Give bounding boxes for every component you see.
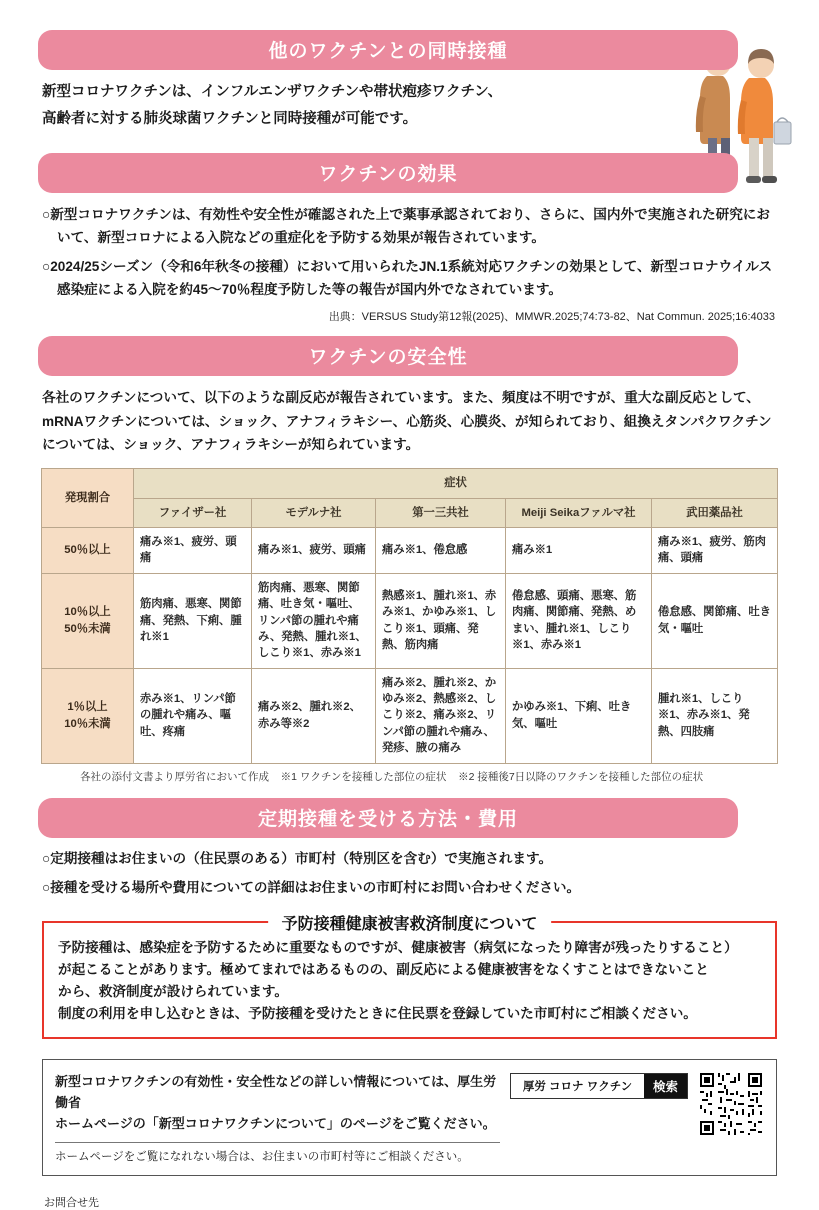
table-header-row-1 <box>41 469 777 498</box>
safety-paragraph: 各社のワクチンについて、以下のような副反応が報告されています。また、頻度は不明ですが、重大な副反応として、mRNAワクチンについては、ショック、アナフィラキシー、心筋炎、心膜炎、が知られており、組換えタンパクワクチンについては、ショック、アナフィラキシーが知られています。 <box>42 390 772 452</box>
row-0-cell-3: 痛み※1 <box>505 528 651 574</box>
row-0-cell-0: 痛み※1、疲労、頭痛 <box>133 528 251 574</box>
table-row <box>41 668 777 763</box>
row-0-cell-1: 痛み※1、疲労、頭痛 <box>251 528 375 574</box>
row-2-cell-4: 腫れ※1、しこり※1、赤み※1、発熱、四肢痛 <box>651 668 777 763</box>
banner-routine-vaccination: 定期接種を受ける方法・費用 <box>38 798 738 838</box>
table-note-1: ※1 ワクチンを接種した部位の症状 <box>280 770 447 783</box>
banner-vaccine-safety: ワクチンの安全性 <box>38 336 738 376</box>
row-1-cell-3: 倦怠感、頭痛、悪寒、筋肉痛、関節痛、発熱、めまい、腫れ※1、しこり※1、赤み※1 <box>505 573 651 668</box>
row-1-cell-2: 熱感※1、腫れ※1、赤み※1、かゆみ※1、しこり※1、頭痛、発熱、筋肉痛 <box>375 573 505 668</box>
search-button[interactable]: 検索 <box>644 1074 687 1098</box>
table-notes <box>80 769 781 784</box>
table-maker-3: Meiji Seikaファルマ社 <box>505 498 651 527</box>
table-note-left: 各社の添付文書より厚労省において作成 <box>80 770 269 783</box>
website-info-text <box>55 1071 500 1166</box>
row-2-cell-2: 痛み※2、腫れ※2、かゆみ※2、熱感※2、しこり※2、痛み※2、リンパ節の腫れや痛み、発疹、腋の痛み <box>375 668 505 763</box>
row-rate-2 <box>41 668 133 763</box>
relief-line-4: 制度の利用を申し込むときは、予防接種を受けたときに住民票を登録していた市町村にご相談ください。 <box>58 1005 697 1021</box>
table-row <box>41 528 777 574</box>
relief-line-1: 予防接種は、感染症を予防するために重要なものですが、健康被害（病気になったり障害が残ったりすること） <box>58 939 738 955</box>
relief-line-2: が起こることがあります。極めてまれではあるものの、副反応による健康被害をなくすことはできないこと <box>58 961 709 977</box>
relief-system-box <box>42 915 777 1039</box>
row-rate-1 <box>41 573 133 668</box>
row-rate-2-line1: 1％以上 <box>67 701 108 714</box>
website-info-line2: ホームページの「新型コロナワクチンについて」のページをご覧ください。 <box>55 1115 496 1131</box>
effect-bullet-1: ○新型コロナワクチンは、有効性や安全性が確認された上で薬事承認されており、さらに、国内外で実施された研究において、新型コロナによる入院などの重症化を予防する効果が報告されています。 <box>42 206 770 245</box>
row-2-cell-0: 赤み※1、リンパ節の腫れや痛み、嘔吐、疼痛 <box>133 668 251 763</box>
website-info-box <box>42 1059 777 1176</box>
routine-bullet-2: ○接種を受ける場所や費用についての詳細はお住まいの市町村にお問い合わせください。 <box>42 879 581 895</box>
row-1-cell-4: 倦怠感、関節痛、吐き気・嘔吐 <box>651 573 777 668</box>
banner-coadministration: 他のワクチンとの同時接種 <box>38 30 738 70</box>
divider <box>55 1142 500 1143</box>
routine-bullet-1: ○定期接種はお住まいの（住民票のある）市町村（特別区を含む）で実施されます。 <box>42 850 553 866</box>
table-row <box>41 573 777 668</box>
row-rate-1-line1: 10％以上 <box>64 606 111 619</box>
row-1-cell-1: 筋肉痛、悪寒、関節痛、吐き気・嘔吐、リンパ節の腫れや痛み、発熱、腫れ※1、しこり※1、赤み※1 <box>251 573 375 668</box>
relief-line-3: から、救済制度が設けられています。 <box>58 983 289 999</box>
banner-vaccine-effect: ワクチンの効果 <box>38 153 738 193</box>
relief-system-title: 予防接種健康被害救済制度について <box>268 911 552 934</box>
effect-source: 出典：VERSUS Study第12報(2025)、MMWR.2025;74:73-82、Nat Commun. 2025;16:4033 <box>328 311 775 324</box>
search-box[interactable] <box>510 1073 688 1099</box>
row-rate-1-line2: 50％未満 <box>64 622 111 635</box>
qr-code <box>698 1071 764 1137</box>
flyer-page <box>0 30 819 1210</box>
contact-label: お問合せ先 <box>44 1197 99 1210</box>
table-note-2: ※2 接種後7日以降のワクチンを接種した部位の症状 <box>458 770 704 783</box>
row-0-cell-4: 痛み※1、疲労、筋肉痛、頭痛 <box>651 528 777 574</box>
coadmin-line1: 新型コロナワクチンは、インフルエンザワクチンや帯状疱疹ワクチン、 <box>42 84 503 100</box>
row-rate-2-line2: 10％未満 <box>64 717 111 730</box>
table-maker-2: 第一三共社 <box>375 498 505 527</box>
website-info-line3: ホームページをご覧になれない場合は、お住まいの市町村等にご相談ください。 <box>55 1150 469 1163</box>
effect-bullet-2: ○2024/25シーズン（令和6年秋冬の接種）において用いられたJN.1系統対応ワクチンの効果として、新型コロナウイルス感染症による入院を約45〜70％程度予防した等の報告が国内外でなされています。 <box>42 258 773 298</box>
adverse-reaction-table <box>41 468 778 763</box>
table-maker-4: 武田薬品社 <box>651 498 777 527</box>
coadmin-line2: 高齢者に対する肺炎球菌ワクチンと同時接種が可能です。 <box>42 111 418 128</box>
row-0-cell-2: 痛み※1、倦怠感 <box>375 528 505 574</box>
website-info-line1: 新型コロナワクチンの有効性・安全性などの詳しい情報については、厚生労働省 <box>55 1073 497 1110</box>
row-1-cell-0: 筋肉痛、悪寒、関節痛、発熱、下痢、腫れ※1 <box>133 573 251 668</box>
search-input[interactable]: 厚労 コロナ ワクチン <box>522 1080 633 1093</box>
table-maker-1: モデルナ社 <box>251 498 375 527</box>
row-rate-0: 50％以上 <box>41 528 133 574</box>
table-maker-0: ファイザー社 <box>133 498 251 527</box>
row-2-cell-1: 痛み※2、腫れ※2、赤み等※2 <box>251 668 375 763</box>
table-corner-header: 発現割合 <box>41 469 133 528</box>
table-header-row-2 <box>41 498 777 527</box>
table-symptom-header: 症状 <box>133 469 777 498</box>
row-2-cell-3: かゆみ※1、下痢、吐き気、嘔吐 <box>505 668 651 763</box>
